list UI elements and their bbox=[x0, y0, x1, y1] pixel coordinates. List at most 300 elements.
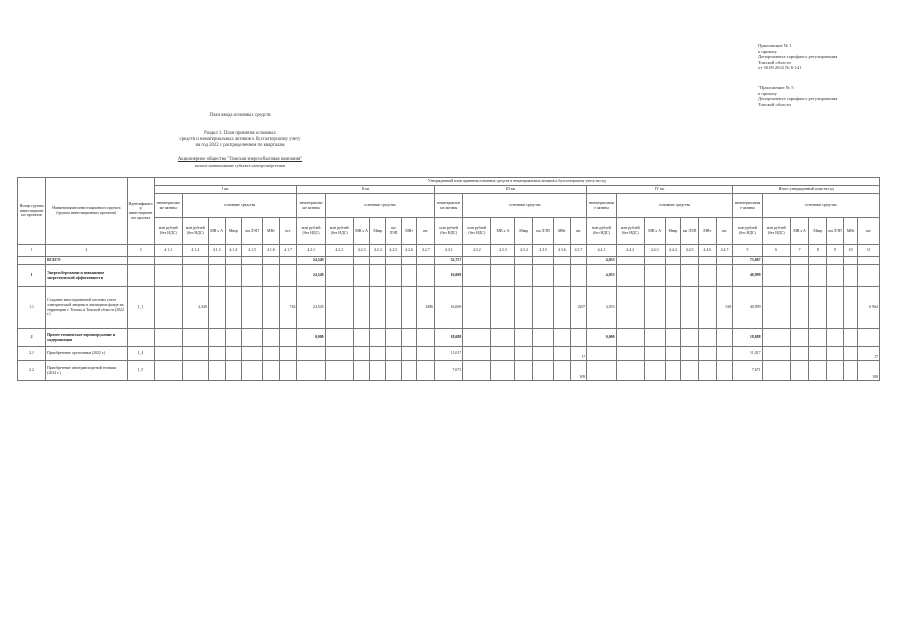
table-cell bbox=[263, 329, 280, 347]
unit-mw: МВт bbox=[843, 218, 858, 245]
cell-q2-nma: 24,549 bbox=[297, 265, 325, 287]
unit-mva: МВ x А bbox=[491, 218, 515, 245]
unit-mvar: Мвар bbox=[370, 218, 386, 245]
table-cell bbox=[790, 287, 809, 329]
unit-sht: шт. bbox=[858, 218, 880, 245]
table-cell bbox=[665, 347, 681, 361]
table-cell bbox=[553, 329, 570, 347]
cell-name: Приобретение оргтехники (2022 г.) bbox=[46, 347, 127, 361]
table-cell bbox=[386, 329, 402, 347]
cell-q1-sht bbox=[279, 329, 297, 347]
table-cell bbox=[154, 257, 182, 265]
table-row bbox=[18, 265, 880, 287]
cell-q3-sht bbox=[570, 257, 587, 265]
table-cell bbox=[208, 347, 225, 361]
table-cell bbox=[225, 287, 242, 329]
table-cell bbox=[386, 361, 402, 381]
table-cell bbox=[616, 287, 644, 329]
cell-no: 1.1 bbox=[18, 287, 46, 329]
column-number: 4.3.1 bbox=[435, 245, 463, 257]
column-number: 4.3.4 bbox=[515, 245, 533, 257]
column-number: 4.1.2 bbox=[182, 245, 208, 257]
unit-sht: шт. bbox=[570, 218, 587, 245]
table-row bbox=[18, 329, 880, 347]
header-q3: III кв. bbox=[435, 186, 587, 194]
table-row bbox=[18, 361, 880, 381]
table-cell bbox=[353, 287, 370, 329]
cell-id bbox=[127, 329, 154, 347]
cell-q3-sht: 309 bbox=[570, 361, 587, 381]
cell-name: Создание многоуровневой системы учета электрической энергии в жилищном фонде на территории г. Томска и Томской области (2022 г.) bbox=[46, 287, 127, 329]
table-cell bbox=[827, 287, 844, 329]
table-cell bbox=[263, 265, 280, 287]
cell-q2-nma: 24,545 bbox=[297, 287, 325, 329]
cell-id bbox=[127, 265, 154, 287]
table-cell bbox=[515, 265, 533, 287]
cell-q1-os bbox=[182, 361, 208, 381]
cell-q2-nma bbox=[297, 347, 325, 361]
table-cell bbox=[386, 257, 402, 265]
unit-mva: МВ x А bbox=[353, 218, 370, 245]
table-cell bbox=[242, 257, 263, 265]
unit-km: км ЛЭП bbox=[681, 218, 699, 245]
unit-mvar: Мвар bbox=[225, 218, 242, 245]
table-cell bbox=[463, 329, 491, 347]
table-cell bbox=[665, 287, 681, 329]
table-cell bbox=[616, 257, 644, 265]
appendix-line: Департамента тарифного регулирования bbox=[758, 96, 838, 102]
cell-q1-sht bbox=[279, 257, 297, 265]
table-cell bbox=[242, 265, 263, 287]
column-number: 4.3.3 bbox=[491, 245, 515, 257]
table-cell bbox=[698, 287, 716, 329]
table-cell bbox=[553, 287, 570, 329]
table-cell bbox=[762, 257, 790, 265]
table-cell bbox=[386, 265, 402, 287]
table-cell bbox=[386, 287, 402, 329]
table-cell bbox=[154, 361, 182, 381]
table-cell bbox=[515, 287, 533, 329]
table-cell bbox=[843, 329, 858, 347]
table-cell bbox=[809, 257, 827, 265]
table-cell bbox=[491, 347, 515, 361]
cell-total-nma: 73,687 bbox=[733, 257, 762, 265]
table-cell bbox=[353, 361, 370, 381]
cell-q3-nma: 18,688 bbox=[435, 329, 463, 347]
cell-total-sht: 17 bbox=[858, 347, 880, 361]
column-number: 3 bbox=[127, 245, 154, 257]
table-cell bbox=[401, 347, 417, 361]
cell-q4-sht bbox=[716, 265, 733, 287]
table-cell bbox=[644, 347, 665, 361]
table-cell bbox=[790, 265, 809, 287]
table-cell bbox=[208, 361, 225, 381]
table-cell bbox=[225, 361, 242, 381]
table-cell bbox=[242, 287, 263, 329]
table-cell bbox=[533, 265, 554, 287]
appendix-line: Департамента тарифного регулирования bbox=[758, 54, 838, 60]
column-number: 5 bbox=[733, 245, 762, 257]
unit-mln: млн рублей (без НДС) bbox=[297, 218, 325, 245]
table-cell bbox=[370, 347, 386, 361]
table-cell bbox=[681, 265, 699, 287]
table-cell bbox=[762, 265, 790, 287]
table-cell bbox=[644, 287, 665, 329]
table-cell bbox=[698, 329, 716, 347]
table-cell bbox=[491, 361, 515, 381]
table-cell bbox=[491, 265, 515, 287]
cell-q3-sht: 2207 bbox=[570, 287, 587, 329]
table-cell bbox=[401, 265, 417, 287]
column-number: 4.1.7 bbox=[279, 245, 297, 257]
column-number: 11 bbox=[858, 245, 880, 257]
table-cell bbox=[790, 347, 809, 361]
header-row-plan bbox=[18, 178, 880, 186]
table-cell bbox=[325, 329, 353, 347]
table-cell bbox=[843, 361, 858, 381]
unit-mln: млн рублей (без НДС) bbox=[435, 218, 463, 245]
column-number: 4.2.1 bbox=[297, 245, 325, 257]
table-cell bbox=[616, 265, 644, 287]
table-cell bbox=[665, 265, 681, 287]
cell-no: 2 bbox=[18, 329, 46, 347]
header-fixed: основные средства bbox=[182, 194, 297, 218]
header-fixed: основные средства bbox=[463, 194, 587, 218]
cell-q3-sht bbox=[570, 329, 587, 347]
table-cell bbox=[515, 257, 533, 265]
cell-id: I_1 bbox=[127, 287, 154, 329]
column-number: 4.4.6 bbox=[698, 245, 716, 257]
section-title-line: средств и нематериальных активов к бухгалтерскому учету bbox=[179, 136, 301, 142]
cell-q4-sht bbox=[716, 361, 733, 381]
cell-q1-os bbox=[182, 347, 208, 361]
table-data bbox=[18, 257, 880, 381]
table-cell bbox=[242, 361, 263, 381]
cell-q3-nma: 7,671 bbox=[435, 361, 463, 381]
cell-name: Энергосбережение и повышение энергетической эффективности bbox=[46, 265, 127, 287]
table-cell bbox=[154, 347, 182, 361]
organization-name-text: Акционерное общество "Томская энергосбытовая компания" bbox=[177, 157, 303, 162]
table-cell bbox=[681, 257, 699, 265]
table-cell bbox=[533, 329, 554, 347]
table-cell bbox=[698, 257, 716, 265]
column-number: 4.2.5 bbox=[386, 245, 402, 257]
table-cell bbox=[698, 265, 716, 287]
table-cell bbox=[225, 329, 242, 347]
header-intangible: нематериальные активы bbox=[435, 194, 463, 218]
unit-km: км ЛЭП bbox=[533, 218, 554, 245]
cell-q4-nma: 4,053 bbox=[587, 287, 616, 329]
table-cell bbox=[263, 347, 280, 361]
column-number: 4.1.5 bbox=[242, 245, 263, 257]
cell-q1-os bbox=[182, 257, 208, 265]
header-intangible: нематериальные активы bbox=[297, 194, 325, 218]
cell-q1-os: 2,349 bbox=[182, 287, 208, 329]
unit-mva: МВ x А bbox=[208, 218, 225, 245]
cell-q3-sht bbox=[570, 265, 587, 287]
unit-km: км ЛЭП bbox=[827, 218, 844, 245]
cell-q4-sht bbox=[716, 257, 733, 265]
unit-mw: МВт bbox=[698, 218, 716, 245]
unit-mva: МВ x A bbox=[790, 218, 809, 245]
table-cell bbox=[208, 287, 225, 329]
cell-q3-sht: 17 bbox=[570, 347, 587, 361]
appendix-line: Приложение № 1 bbox=[758, 43, 792, 48]
unit-mln: млн рублей (без НДС) bbox=[762, 218, 790, 245]
appendix-line: "Приложение № 5 bbox=[758, 85, 794, 90]
cell-q4-nma bbox=[587, 347, 616, 361]
table-cell bbox=[681, 287, 699, 329]
unit-mln: млн рублей (без НДС) bbox=[325, 218, 353, 245]
table-cell bbox=[809, 265, 827, 287]
cell-q4-sht bbox=[716, 329, 733, 347]
table-cell bbox=[762, 347, 790, 361]
table-row bbox=[18, 287, 880, 329]
column-number: 4.2.3 bbox=[353, 245, 370, 257]
table-cell bbox=[491, 287, 515, 329]
unit-mvar: Мвар bbox=[665, 218, 681, 245]
cell-q2-sht bbox=[417, 347, 435, 361]
table-cell bbox=[208, 257, 225, 265]
table-cell bbox=[463, 287, 491, 329]
table-cell bbox=[553, 361, 570, 381]
cell-id: I_4 bbox=[127, 347, 154, 361]
table-cell bbox=[353, 329, 370, 347]
table-cell bbox=[827, 265, 844, 287]
cell-q4-nma: 4,053 bbox=[587, 265, 616, 287]
table-cell bbox=[491, 329, 515, 347]
table-cell bbox=[325, 265, 353, 287]
table-cell bbox=[401, 257, 417, 265]
column-number: 4.4.4 bbox=[665, 245, 681, 257]
cell-q2-sht bbox=[417, 329, 435, 347]
table-cell bbox=[809, 347, 827, 361]
plan-table bbox=[17, 177, 880, 381]
table-cell bbox=[463, 265, 491, 287]
cell-q4-sht: 529 bbox=[716, 287, 733, 329]
column-number: 4.2.7 bbox=[417, 245, 435, 257]
column-number: 4.2.6 bbox=[401, 245, 417, 257]
cell-q2-nma: 0,000 bbox=[297, 329, 325, 347]
table-cell bbox=[401, 361, 417, 381]
table-cell bbox=[533, 257, 554, 265]
header-plan: Утвержденный план принятия основных средств и нематериальных активов к бухгалтерскому учету на год bbox=[154, 178, 879, 186]
table-cell bbox=[263, 257, 280, 265]
unit-mva: МВ x А bbox=[644, 218, 665, 245]
column-number: 4.3.5 bbox=[533, 245, 554, 257]
cell-total-nma: 40,999 bbox=[733, 265, 762, 287]
cell-q3-nma: 32,757 bbox=[435, 257, 463, 265]
table-cell bbox=[698, 347, 716, 361]
cell-total-sht bbox=[858, 329, 880, 347]
table-cell bbox=[762, 329, 790, 347]
table-cell bbox=[515, 347, 533, 361]
table-cell bbox=[353, 265, 370, 287]
cell-no: 2.1 bbox=[18, 347, 46, 361]
cell-total-sht bbox=[858, 265, 880, 287]
header-fixed: основные средства bbox=[325, 194, 434, 218]
table-row bbox=[18, 257, 880, 265]
table-cell bbox=[370, 265, 386, 287]
cell-q3-nma: 16,069 bbox=[435, 287, 463, 329]
column-number: 10 bbox=[843, 245, 858, 257]
table-cell bbox=[154, 265, 182, 287]
column-number: 4.3.6 bbox=[553, 245, 570, 257]
table-cell bbox=[463, 361, 491, 381]
table-cell bbox=[616, 361, 644, 381]
cell-q1-os bbox=[182, 265, 208, 287]
column-number: 4.1.4 bbox=[225, 245, 242, 257]
unit-km: км ЛЭП bbox=[242, 218, 263, 245]
table-cell bbox=[553, 347, 570, 361]
table-cell bbox=[827, 329, 844, 347]
table-cell bbox=[225, 257, 242, 265]
cell-q3-nma: 16,069 bbox=[435, 265, 463, 287]
header-intangible: нематериальные активы bbox=[154, 194, 182, 218]
table-cell bbox=[681, 361, 699, 381]
table-cell bbox=[681, 347, 699, 361]
table-cell bbox=[553, 265, 570, 287]
table-cell bbox=[386, 347, 402, 361]
column-number-row bbox=[18, 245, 880, 257]
cell-q1-sht: 743 bbox=[279, 287, 297, 329]
cell-q1-sht bbox=[279, 347, 297, 361]
table-cell bbox=[263, 287, 280, 329]
unit-mln: млн рублей (без НДС) bbox=[733, 218, 762, 245]
cell-no: 1 bbox=[18, 265, 46, 287]
unit-mw: МВт bbox=[263, 218, 280, 245]
table-cell bbox=[154, 287, 182, 329]
table-cell bbox=[225, 265, 242, 287]
table-cell bbox=[242, 329, 263, 347]
cell-total-nma: 7,671 bbox=[733, 361, 762, 381]
column-number: 4.4.5 bbox=[681, 245, 699, 257]
section-title-line: на год 2022 с распределением по кварталам bbox=[195, 142, 285, 148]
table-row bbox=[18, 347, 880, 361]
column-number: 6 bbox=[762, 245, 790, 257]
cell-q2-nma bbox=[297, 361, 325, 381]
cell-q2-sht bbox=[417, 265, 435, 287]
table-cell bbox=[762, 361, 790, 381]
table-cell bbox=[665, 361, 681, 381]
unit-mln: млн рублей (без НДС) bbox=[587, 218, 616, 245]
table-cell bbox=[790, 361, 809, 381]
table-cell bbox=[491, 257, 515, 265]
table-cell bbox=[533, 361, 554, 381]
organization-name bbox=[120, 157, 360, 163]
cell-id: I_5 bbox=[127, 361, 154, 381]
table-cell bbox=[515, 361, 533, 381]
cell-id bbox=[127, 257, 154, 265]
table-cell bbox=[843, 265, 858, 287]
table-cell bbox=[533, 347, 554, 361]
table-cell bbox=[698, 361, 716, 381]
cell-total-nma: 18,688 bbox=[733, 329, 762, 347]
column-number: 1 bbox=[18, 245, 46, 257]
unit-mln: млн рублей (без НДС) bbox=[616, 218, 644, 245]
table-cell bbox=[353, 257, 370, 265]
table-cell bbox=[616, 329, 644, 347]
table-cell bbox=[644, 329, 665, 347]
cell-total-sht bbox=[858, 257, 880, 265]
appendix-1-header bbox=[758, 43, 837, 71]
cell-q4-nma bbox=[587, 361, 616, 381]
column-number: 4.4.7 bbox=[716, 245, 733, 257]
table-cell bbox=[665, 329, 681, 347]
table-cell bbox=[325, 257, 353, 265]
unit-mln: млн рублей (без НДС) bbox=[154, 218, 182, 245]
column-number: 4.1.3 bbox=[208, 245, 225, 257]
table-cell bbox=[809, 361, 827, 381]
column-number: 4.1.6 bbox=[263, 245, 280, 257]
cell-q2-sht: 3486 bbox=[417, 287, 435, 329]
appendix-line: к приказу bbox=[758, 90, 777, 96]
unit-sht: шт. bbox=[279, 218, 297, 245]
table-cell bbox=[515, 329, 533, 347]
table-cell bbox=[616, 347, 644, 361]
table-cell bbox=[553, 257, 570, 265]
table-cell bbox=[843, 257, 858, 265]
table-cell bbox=[242, 347, 263, 361]
cell-q2-sht bbox=[417, 257, 435, 265]
table-cell bbox=[208, 265, 225, 287]
header-total: Итого утвержденный план на год bbox=[733, 186, 880, 194]
cell-q1-sht bbox=[279, 361, 297, 381]
table-cell bbox=[790, 257, 809, 265]
cell-q4-sht bbox=[716, 347, 733, 361]
table-cell bbox=[370, 257, 386, 265]
table-cell bbox=[370, 329, 386, 347]
column-number: 4.2.4 bbox=[370, 245, 386, 257]
table-cell bbox=[827, 361, 844, 381]
unit-mw: МВт bbox=[401, 218, 417, 245]
table-cell bbox=[401, 287, 417, 329]
table-cell bbox=[681, 329, 699, 347]
table-cell bbox=[809, 329, 827, 347]
column-number: 2 bbox=[46, 245, 127, 257]
section-title-line: Раздел 1. План принятия основных bbox=[204, 131, 276, 136]
appendix-line: к приказу bbox=[758, 48, 777, 54]
unit-mw: МВт bbox=[553, 218, 570, 245]
cell-total-sht: 108 bbox=[858, 361, 880, 381]
unit-km: км ЛЭП bbox=[386, 218, 402, 245]
table-cell bbox=[644, 265, 665, 287]
table-cell bbox=[809, 287, 827, 329]
table-cell bbox=[827, 257, 844, 265]
table-cell bbox=[762, 287, 790, 329]
header-project-name: Наименование инвестиционного проекта (группы инвестиционных проектов) bbox=[46, 178, 127, 245]
table-cell bbox=[325, 347, 353, 361]
table-cell bbox=[463, 347, 491, 361]
column-number: 4.4.1 bbox=[587, 245, 616, 257]
cell-q1-os bbox=[182, 329, 208, 347]
cell-q1-sht bbox=[279, 265, 297, 287]
section-title bbox=[120, 131, 360, 148]
appendix-5-header bbox=[758, 85, 837, 107]
header-intangible: нематериальные активы bbox=[733, 194, 762, 218]
cell-q2-sht bbox=[417, 361, 435, 381]
cell-total-sht: 6 964 bbox=[858, 287, 880, 329]
table-cell bbox=[843, 347, 858, 361]
column-number: 9 bbox=[827, 245, 844, 257]
appendix-line: Томской области bbox=[758, 59, 791, 65]
header-project-id: Идентификатор инвестиционного проекта bbox=[127, 178, 154, 245]
unit-sht: шт. bbox=[417, 218, 435, 245]
cell-total-nma: 40,999 bbox=[733, 287, 762, 329]
cell-q2-nma: 24,549 bbox=[297, 257, 325, 265]
header-intangible: нематериальные активы bbox=[587, 194, 616, 218]
header-group-no: Номер группы инвестиционных проектов bbox=[18, 178, 46, 245]
